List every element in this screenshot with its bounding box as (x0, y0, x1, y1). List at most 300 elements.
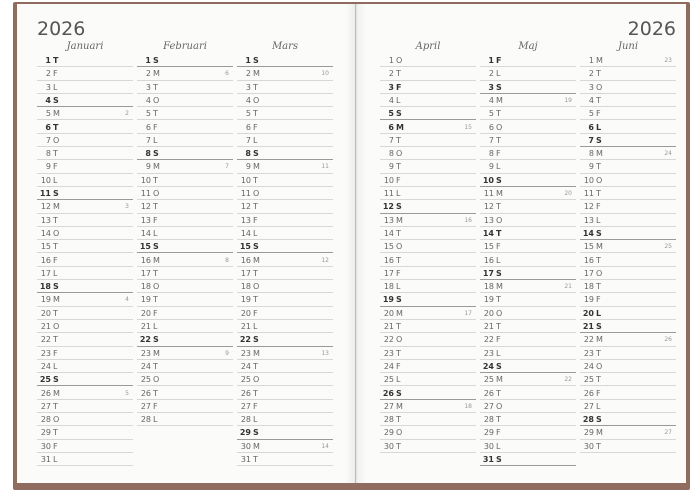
day-row[interactable] (137, 200, 233, 213)
day-row[interactable] (37, 387, 133, 400)
day-row[interactable] (137, 67, 233, 80)
day-row[interactable] (580, 387, 676, 400)
weekday-letter: O (496, 401, 503, 411)
day-number: 15 (139, 242, 151, 252)
weekday-letter: T (596, 255, 601, 265)
day-row[interactable] (37, 347, 133, 360)
day-row[interactable] (480, 121, 576, 134)
day-row[interactable] (380, 373, 476, 386)
day-row[interactable] (480, 333, 576, 346)
day-row[interactable] (137, 400, 233, 413)
day-number: 20 (40, 308, 51, 318)
day-row[interactable] (137, 134, 233, 147)
day-number: 25 (240, 375, 251, 385)
day-row[interactable] (37, 426, 133, 439)
day-row[interactable] (480, 107, 576, 120)
day-row[interactable] (237, 94, 333, 107)
day-row[interactable] (580, 307, 676, 320)
weekday-letter: F (153, 122, 158, 132)
day-row[interactable] (137, 227, 233, 240)
day-row[interactable] (237, 453, 333, 466)
day-number: 14 (140, 228, 151, 238)
day-row[interactable] (37, 200, 133, 213)
day-row[interactable] (137, 187, 233, 200)
day-row[interactable] (137, 360, 233, 373)
day-row[interactable] (237, 400, 333, 413)
weekday-letter: T (596, 189, 601, 198)
day-number: 5 (588, 109, 594, 119)
day-row[interactable] (380, 254, 476, 267)
day-row[interactable] (137, 94, 233, 107)
weekday-letter: M (596, 242, 603, 252)
day-number: 21 (383, 322, 394, 331)
day-row[interactable] (37, 240, 133, 253)
day-number: 23 (240, 348, 251, 358)
day-row[interactable] (137, 373, 233, 386)
day-row[interactable] (580, 147, 676, 160)
day-row[interactable] (480, 214, 576, 227)
weekday-letter: S (496, 455, 502, 464)
day-row[interactable] (37, 94, 133, 107)
weekday-letter: S (496, 268, 502, 278)
day-row[interactable] (137, 413, 233, 426)
week-number: 2 (125, 110, 129, 118)
weekday-letter: S (496, 175, 502, 185)
weekday-letter: F (53, 255, 58, 265)
day-number: 15 (583, 242, 594, 252)
weekday-letter: T (53, 335, 58, 345)
day-row[interactable] (380, 400, 476, 413)
day-row[interactable] (37, 134, 133, 147)
day-row[interactable] (237, 187, 333, 200)
day-row[interactable] (237, 174, 333, 187)
day-number: 29 (483, 428, 494, 438)
day-row[interactable] (237, 200, 333, 213)
day-number: 26 (140, 388, 151, 398)
day-row[interactable] (580, 160, 676, 173)
weekday-letter: O (253, 189, 260, 198)
day-row[interactable] (37, 307, 133, 320)
day-row[interactable] (580, 426, 676, 439)
day-number: 4 (45, 95, 51, 105)
day-number: 10 (583, 175, 594, 185)
day-row[interactable] (137, 160, 233, 173)
week-number: 8 (225, 256, 229, 264)
weekday-letter: L (396, 375, 401, 385)
week-number: 21 (564, 283, 572, 291)
weekday-letter: T (496, 415, 501, 425)
day-row[interactable] (137, 240, 233, 253)
weekday-letter: L (53, 175, 58, 185)
day-number: 1 (588, 56, 594, 65)
day-row[interactable] (380, 81, 476, 94)
day-row[interactable] (37, 107, 133, 120)
day-row[interactable] (37, 453, 133, 466)
weekday-letter: L (253, 228, 258, 238)
day-row[interactable] (237, 333, 333, 346)
day-row[interactable] (37, 147, 133, 160)
day-row[interactable] (37, 373, 133, 386)
day-row[interactable] (380, 147, 476, 160)
day-row[interactable] (237, 67, 333, 80)
day-row[interactable] (37, 333, 133, 346)
weekday-letter: S (496, 82, 502, 92)
day-number: 12 (140, 202, 151, 212)
weekday-letter: M (53, 109, 60, 119)
day-row[interactable] (380, 387, 476, 400)
day-number: 23 (383, 348, 394, 358)
weekday-letter: T (596, 441, 601, 451)
day-row[interactable] (37, 174, 133, 187)
day-row[interactable] (237, 160, 333, 173)
day-row[interactable] (380, 347, 476, 360)
day-row[interactable] (237, 347, 333, 360)
day-row[interactable] (480, 134, 576, 147)
day-row[interactable] (237, 293, 333, 306)
day-row[interactable] (137, 81, 233, 94)
day-number: 11 (140, 189, 151, 198)
weekday-letter: L (253, 135, 258, 145)
day-row[interactable] (580, 413, 676, 426)
day-row[interactable] (37, 121, 133, 134)
weekday-letter: S (253, 335, 259, 345)
day-number: 21 (140, 322, 151, 331)
weekday-letter: S (596, 228, 602, 238)
day-row[interactable] (480, 426, 576, 439)
day-row[interactable] (580, 200, 676, 213)
day-row[interactable] (380, 333, 476, 346)
day-row[interactable] (237, 267, 333, 280)
day-number: 12 (240, 202, 251, 212)
day-row[interactable] (580, 187, 676, 200)
day-row[interactable] (480, 400, 576, 413)
day-number: 26 (483, 388, 494, 398)
weekday-letter: O (53, 415, 60, 425)
day-row[interactable] (237, 54, 333, 67)
day-number: 17 (583, 268, 594, 278)
day-row[interactable] (37, 280, 133, 293)
day-row[interactable] (580, 134, 676, 147)
day-number: 8 (488, 149, 494, 159)
week-number: 26 (664, 336, 672, 344)
day-row[interactable] (480, 453, 576, 466)
day-number: 20 (582, 308, 594, 318)
day-row[interactable] (137, 347, 233, 360)
day-row[interactable] (380, 293, 476, 306)
day-row[interactable] (237, 227, 333, 240)
day-row[interactable] (480, 320, 576, 333)
day-row[interactable] (480, 94, 576, 107)
day-row[interactable] (37, 214, 133, 227)
day-row[interactable] (380, 107, 476, 120)
day-number: 3 (245, 82, 251, 92)
day-row[interactable] (137, 333, 233, 346)
day-number: 11 (39, 189, 51, 198)
day-row[interactable] (580, 267, 676, 280)
day-row[interactable] (380, 240, 476, 253)
day-row[interactable] (580, 440, 676, 453)
day-row[interactable] (480, 54, 576, 67)
day-row[interactable] (237, 307, 333, 320)
day-row[interactable] (380, 267, 476, 280)
day-row[interactable] (380, 413, 476, 426)
day-number: 15 (40, 242, 51, 252)
day-number: 10 (240, 175, 251, 185)
day-number: 28 (240, 415, 251, 425)
weekday-letter: O (153, 95, 160, 105)
day-number: 9 (245, 162, 251, 172)
day-row[interactable] (237, 214, 333, 227)
day-row[interactable] (237, 121, 333, 134)
day-row[interactable] (37, 160, 133, 173)
weekday-letter: M (396, 401, 403, 411)
week-number: 14 (321, 442, 329, 450)
day-row[interactable] (380, 160, 476, 173)
weekday-letter: F (396, 268, 401, 278)
day-row[interactable] (137, 387, 233, 400)
day-row[interactable] (480, 240, 576, 253)
weekday-letter: S (253, 56, 259, 65)
day-row[interactable] (480, 360, 576, 373)
day-row[interactable] (580, 360, 676, 373)
day-row[interactable] (580, 94, 676, 107)
day-row[interactable] (37, 320, 133, 333)
day-number: 7 (488, 135, 494, 145)
day-number: 5 (245, 109, 251, 119)
day-number: 24 (240, 361, 251, 371)
day-row[interactable] (237, 134, 333, 147)
day-row[interactable] (380, 200, 476, 213)
day-number: 31 (40, 455, 51, 464)
weekday-letter: L (396, 189, 401, 198)
weekday-letter: F (53, 69, 58, 79)
weekday-letter: F (153, 215, 158, 225)
day-row[interactable] (480, 67, 576, 80)
day-row[interactable] (380, 174, 476, 187)
weekday-letter: M (253, 441, 260, 451)
day-number: 31 (240, 455, 251, 464)
weekday-letter: M (153, 69, 160, 79)
day-row[interactable] (580, 240, 676, 253)
weekday-letter: O (253, 95, 260, 105)
day-row[interactable] (580, 107, 676, 120)
day-number: 6 (388, 122, 394, 132)
day-number: 29 (583, 428, 594, 438)
day-number: 26 (240, 388, 251, 398)
day-number: 16 (40, 255, 51, 265)
day-row[interactable] (137, 214, 233, 227)
day-number: 17 (240, 268, 251, 278)
weekday-letter: M (53, 202, 60, 212)
day-row[interactable] (580, 373, 676, 386)
day-row[interactable] (380, 214, 476, 227)
day-row[interactable] (380, 227, 476, 240)
day-row[interactable] (480, 81, 576, 94)
day-row[interactable] (380, 134, 476, 147)
weekday-letter: S (596, 322, 602, 331)
day-row[interactable] (137, 280, 233, 293)
day-row[interactable] (37, 293, 133, 306)
day-row[interactable] (580, 54, 676, 67)
weekday-letter: S (153, 149, 159, 159)
day-row[interactable] (380, 440, 476, 453)
day-row[interactable] (237, 107, 333, 120)
day-row[interactable] (37, 400, 133, 413)
day-row[interactable] (480, 280, 576, 293)
day-row[interactable] (480, 347, 576, 360)
day-row[interactable] (480, 174, 576, 187)
day-number: 30 (383, 441, 394, 451)
day-number: 12 (40, 202, 51, 212)
day-row[interactable] (380, 187, 476, 200)
day-row[interactable] (237, 240, 333, 253)
day-number: 17 (40, 268, 51, 278)
day-row[interactable] (237, 280, 333, 293)
day-row[interactable] (580, 214, 676, 227)
day-row[interactable] (137, 320, 233, 333)
day-row[interactable] (237, 320, 333, 333)
month-title: Maj (518, 41, 538, 52)
weekday-letter: L (496, 162, 501, 172)
day-row[interactable] (380, 307, 476, 320)
weekday-letter: M (53, 295, 60, 305)
day-row[interactable] (380, 426, 476, 439)
day-row[interactable] (37, 267, 133, 280)
day-number: 5 (145, 109, 151, 119)
day-row[interactable] (237, 81, 333, 94)
day-row[interactable] (237, 426, 333, 439)
day-row[interactable] (580, 333, 676, 346)
day-number: 12 (382, 202, 394, 212)
day-row[interactable] (380, 67, 476, 80)
day-row[interactable] (37, 227, 133, 240)
day-row[interactable] (380, 121, 476, 134)
day-row[interactable] (580, 254, 676, 267)
day-row[interactable] (580, 293, 676, 306)
day-row[interactable] (580, 174, 676, 187)
day-row[interactable] (580, 121, 676, 134)
day-row[interactable] (480, 373, 576, 386)
weekday-letter: L (53, 361, 58, 371)
day-number: 10 (40, 175, 51, 185)
weekday-letter: F (253, 215, 258, 225)
day-row[interactable] (237, 413, 333, 426)
day-row[interactable] (237, 254, 333, 267)
day-row[interactable] (237, 387, 333, 400)
day-row[interactable] (137, 293, 233, 306)
day-row[interactable] (580, 67, 676, 80)
day-number: 29 (40, 428, 51, 438)
day-number: 8 (45, 149, 51, 159)
weekday-letter: M (253, 348, 260, 358)
day-row[interactable] (480, 227, 576, 240)
day-row[interactable] (137, 107, 233, 120)
weekday-letter: F (253, 401, 258, 411)
day-row[interactable] (480, 293, 576, 306)
weekday-letter: T (253, 295, 258, 305)
day-row[interactable] (480, 147, 576, 160)
day-row[interactable] (380, 94, 476, 107)
day-row[interactable] (580, 347, 676, 360)
day-row[interactable] (580, 280, 676, 293)
day-number: 22 (239, 335, 251, 345)
day-row[interactable] (380, 280, 476, 293)
day-number: 17 (383, 268, 394, 278)
day-number: 4 (488, 95, 494, 105)
week-number: 3 (125, 203, 129, 211)
day-row[interactable] (137, 121, 233, 134)
day-row[interactable] (137, 267, 233, 280)
day-row[interactable] (137, 54, 233, 67)
day-row[interactable] (480, 307, 576, 320)
day-row[interactable] (37, 54, 133, 67)
day-row[interactable] (37, 187, 133, 200)
weekday-letter: M (396, 308, 403, 318)
day-row[interactable] (380, 360, 476, 373)
page-spine (346, 4, 366, 483)
weekday-letter: T (153, 388, 158, 398)
day-row[interactable] (137, 147, 233, 160)
day-row[interactable] (480, 200, 576, 213)
day-row[interactable] (480, 267, 576, 280)
day-row[interactable] (380, 320, 476, 333)
day-number: 21 (40, 322, 51, 331)
day-row[interactable] (237, 440, 333, 453)
day-row[interactable] (37, 440, 133, 453)
day-row[interactable] (137, 307, 233, 320)
weekday-letter: O (496, 122, 503, 132)
day-row[interactable] (37, 67, 133, 80)
day-number: 27 (383, 401, 394, 411)
weekday-letter: L (396, 95, 401, 105)
day-number: 19 (382, 295, 394, 305)
day-row[interactable] (380, 54, 476, 67)
day-row[interactable] (237, 373, 333, 386)
day-row[interactable] (580, 81, 676, 94)
day-row[interactable] (580, 400, 676, 413)
day-row[interactable] (480, 440, 576, 453)
day-row[interactable] (237, 360, 333, 373)
day-row[interactable] (37, 81, 133, 94)
weekday-letter: M (596, 56, 603, 65)
day-number: 13 (40, 215, 51, 225)
week-number: 13 (321, 349, 329, 357)
day-row[interactable] (37, 254, 133, 267)
weekday-letter: S (396, 295, 402, 305)
day-row[interactable] (480, 160, 576, 173)
day-number: 19 (40, 295, 51, 305)
day-row[interactable] (580, 227, 676, 240)
left-year: 2026 (37, 18, 86, 40)
day-number: 15 (239, 242, 251, 252)
day-row[interactable] (580, 320, 676, 333)
day-row[interactable] (137, 174, 233, 187)
day-number: 21 (483, 322, 494, 331)
day-row[interactable] (480, 387, 576, 400)
month-title: Juni (617, 41, 639, 52)
day-row[interactable] (37, 413, 133, 426)
day-row[interactable] (480, 254, 576, 267)
day-number: 18 (583, 282, 594, 292)
day-number: 5 (45, 109, 51, 119)
day-row[interactable] (480, 187, 576, 200)
day-row[interactable] (237, 147, 333, 160)
weekday-letter: T (396, 162, 401, 172)
day-row[interactable] (37, 360, 133, 373)
day-row[interactable] (480, 413, 576, 426)
day-number: 17 (140, 268, 151, 278)
day-row[interactable] (137, 254, 233, 267)
